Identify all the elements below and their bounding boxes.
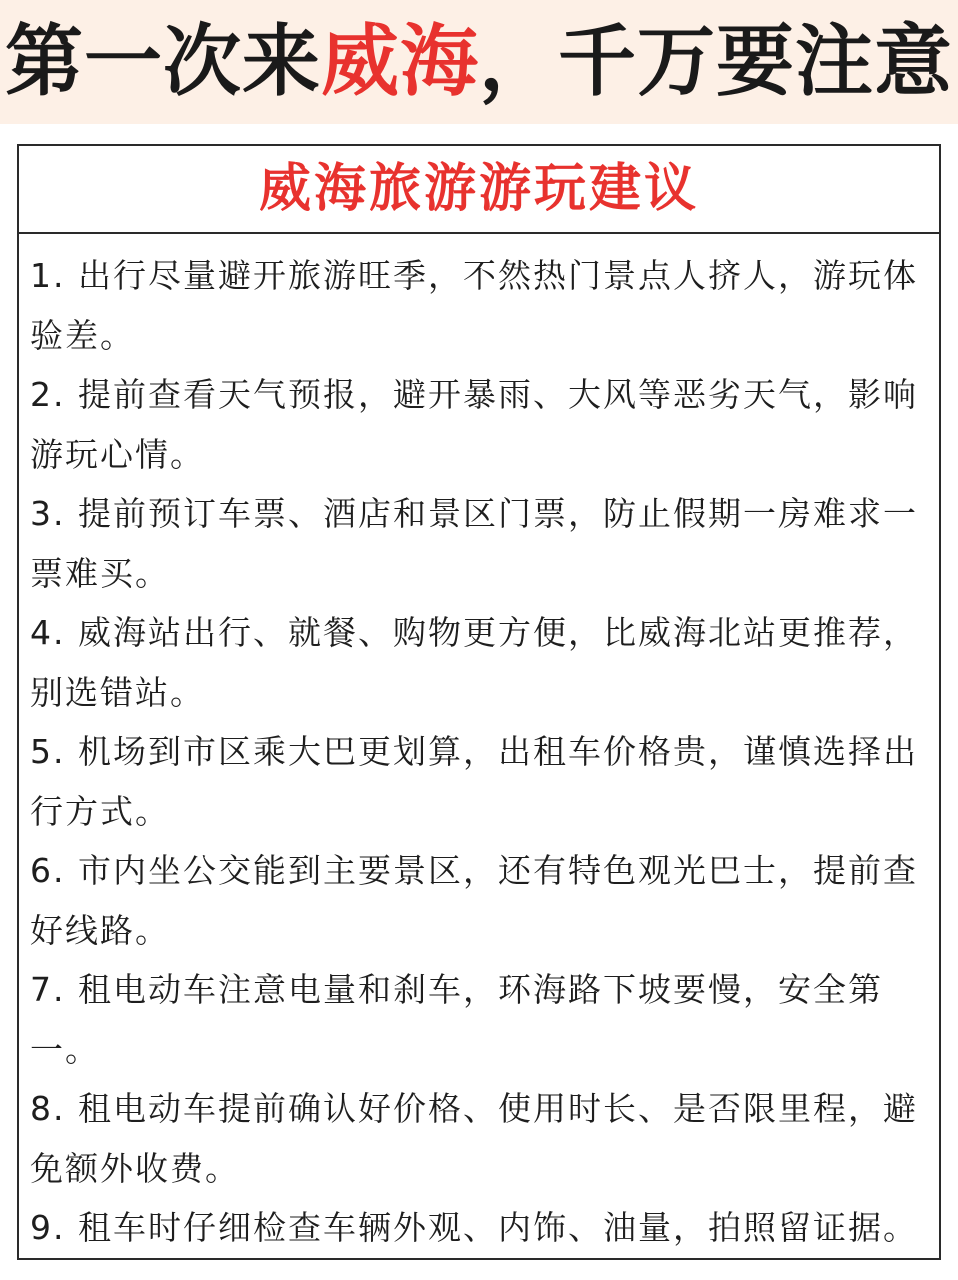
tips-card-header bbox=[19, 146, 939, 234]
title-part-2: ，千万要注意 bbox=[479, 16, 954, 107]
tips-card bbox=[17, 144, 941, 1260]
header-banner bbox=[0, 0, 958, 124]
tip-item-4: 4. 威海站出行、就餐、购物更方便，比威海北站更推荐，别选错站。 bbox=[30, 613, 918, 712]
page-title bbox=[0, 14, 958, 110]
tip-item-3: 3. 提前预订车票、酒店和景区门票，防止假期一房难求一票难买。 bbox=[30, 494, 918, 593]
title-part-1: 第一次来 bbox=[4, 16, 321, 107]
tip-item-1: 1. 出行尽量避开旅游旺季，不然热门景点人挤人，游玩体验差。 bbox=[30, 256, 918, 355]
tip-item-5: 5. 机场到市区乘大巴更划算，出租车价格贵，谨慎选择出行方式。 bbox=[30, 732, 918, 831]
tips-list bbox=[19, 234, 939, 1258]
title-highlight-city: 威海 bbox=[320, 16, 479, 107]
tip-item-7: 7. 租电动车注意电量和刹车，环海路下坡要慢，安全第一。 bbox=[30, 970, 883, 1069]
tip-item-8: 8. 租电动车提前确认好价格、使用时长、是否限里程，避免额外收费。 bbox=[30, 1089, 918, 1188]
tip-item-9: 9. 租车时仔细检查车辆外观、内饰、油量，拍照留证据。 bbox=[30, 1208, 918, 1247]
tip-item-6: 6. 市内坐公交能到主要景区，还有特色观光巴士，提前查好线路。 bbox=[30, 851, 918, 950]
tip-item-2: 2. 提前查看天气预报，避开暴雨、大风等恶劣天气，影响游玩心情。 bbox=[30, 375, 918, 474]
tips-card-title: 威海旅游游玩建议 bbox=[258, 159, 699, 219]
